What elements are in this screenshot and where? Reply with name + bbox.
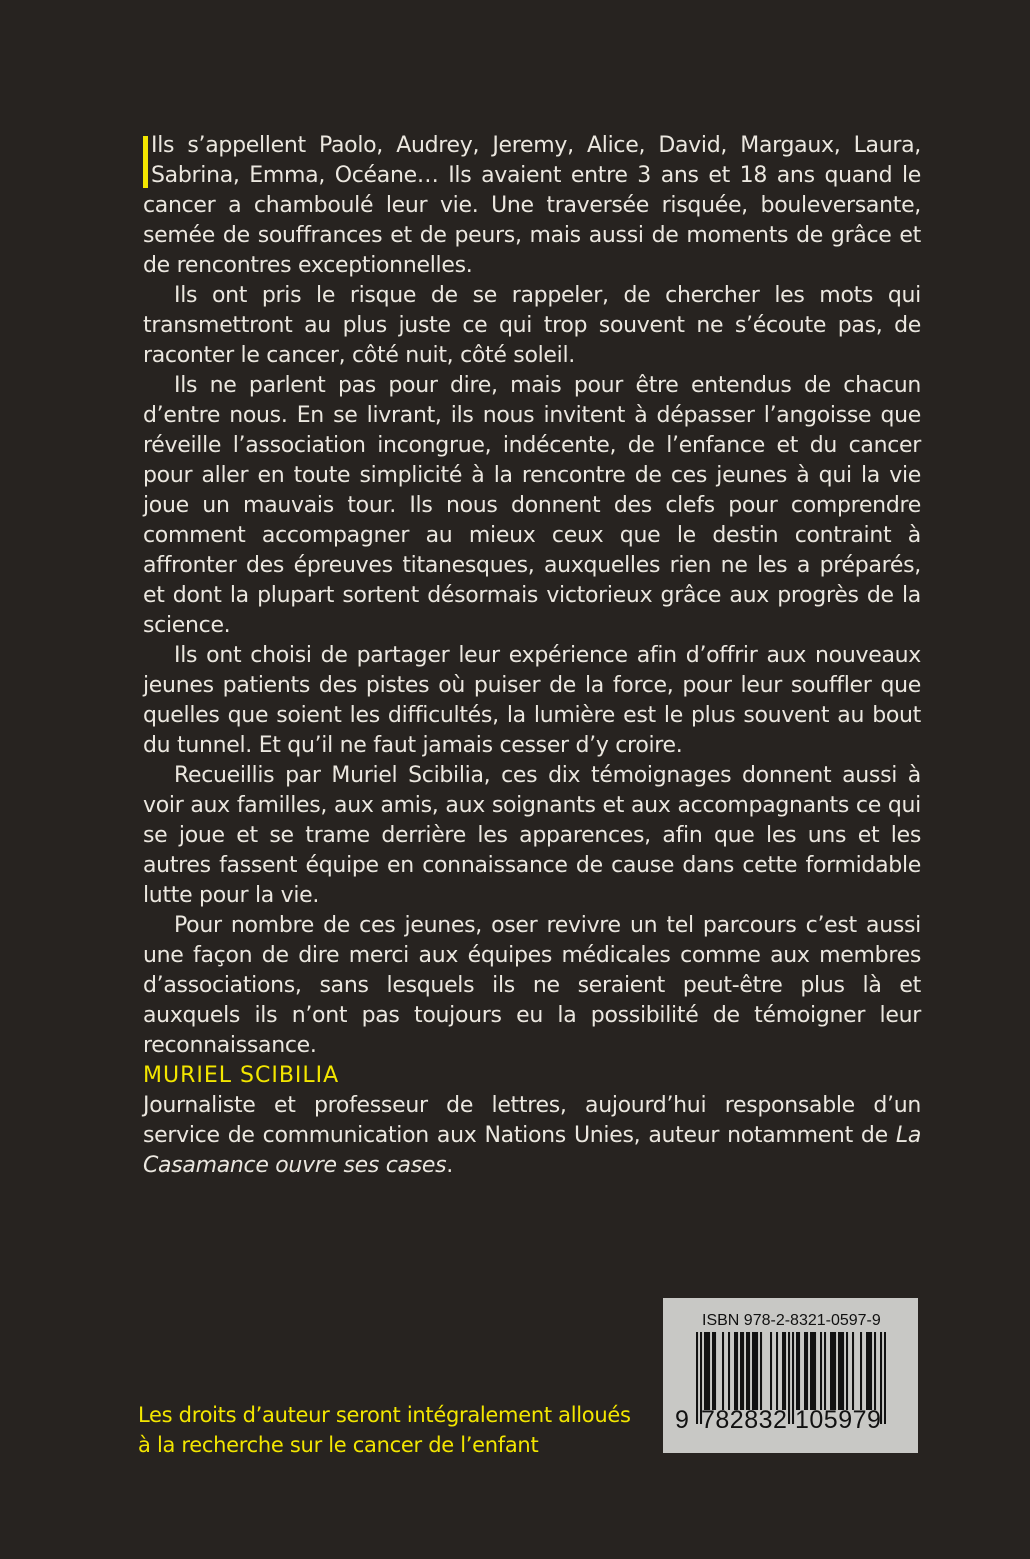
blurb-paragraph: Pour nombre de ces jeunes, oser revivre un tel parcours c’est aussi une façon de dire merci aux équipes médicales comme aux membres d’associations, sans lesquels ils ne seraient peut-être plus là et auxquels ils n’ont pas toujours eu la possibilité de témoigner leur reconnaissance.	[143, 913, 921, 1058]
barcode-bar	[770, 1332, 772, 1410]
barcode-bar	[846, 1332, 848, 1410]
barcode-bar	[740, 1332, 742, 1410]
barcode-bar	[834, 1332, 836, 1410]
barcode-bar	[736, 1332, 738, 1410]
barcode-bar	[796, 1332, 798, 1410]
barcode-panel	[663, 1298, 918, 1453]
barcode-bar	[792, 1332, 794, 1424]
blurb-paragraph: Ils ne parlent pas pour dire, mais pour être entendus de chacun d’entre nous. En se livrant, ils nous invitent à dépasser l’angoisse que réveille l’association incongrue, indécente, de l’enfance et du cancer pour aller en toute simplicité à la rencontre de ces jeunes à qui la vie joue un mauvais tour. Ils nous donnent des clefs pour comprendre comment accompagner au mieux ceux que le destin contraint à affronter des épreuves titanesques, auxquelles rien ne les a préparés, et dont la plupart sortent désormais victorieux grâce aux progrès de la science.	[143, 373, 921, 638]
barcode-lead-digit: 9	[675, 1406, 689, 1434]
barcode-bar	[728, 1332, 730, 1410]
barcode-bar	[776, 1332, 778, 1410]
author-name: MURIEL SCIBILIA	[143, 1063, 340, 1088]
accent-bar	[143, 136, 148, 188]
author-section	[143, 1061, 921, 1181]
barcode-bar	[752, 1332, 754, 1410]
barcode-bar	[866, 1332, 868, 1410]
barcode-bar	[830, 1332, 832, 1410]
barcode-bar	[712, 1332, 714, 1410]
barcode-bar	[804, 1332, 806, 1410]
blurb-paragraph: Ils ont pris le risque de se rappeler, de chercher les mots qui transmettront au plus juste ce qui trop souvent ne s’écoute pas, de raconter le cancer, côté nuit, côté soleil.	[143, 283, 921, 368]
blurb-paragraph: Ils ont choisi de partager leur expérience afin d’offrir aux nouveaux jeunes patients des pistes où puiser de la force, pour leur souffler que quelles que soient les difficultés, la lumière est le plus souvent au bout du tunnel. Et qu’il ne faut jamais cesser d’y croire.	[143, 643, 921, 758]
barcode-bar	[824, 1332, 826, 1410]
barcode-bar	[746, 1332, 748, 1410]
barcode-bar	[704, 1332, 706, 1410]
barcode-bar	[706, 1332, 708, 1410]
barcode-bar	[884, 1332, 886, 1424]
barcode-bar	[742, 1332, 744, 1410]
barcode-bar	[806, 1332, 808, 1410]
barcode-digits-left: 782832	[701, 1406, 788, 1434]
blurb-paragraph: Ils s’appellent Paolo, Audrey, Jeremy, Alice, David, Margaux, Laura, Sabrina, Emma, Océane… Ils avaient entre 3 ans et 18 ans quand le cancer a chamboulé leur vie. Une traversée risquée, bouleversante, semée de souffrances et de peurs, mais aussi de moments de grâce et de rencontres exceptionnelles.	[143, 133, 921, 278]
barcode-bar	[868, 1332, 870, 1410]
barcode-bar	[784, 1332, 786, 1410]
barcode-bar	[756, 1332, 758, 1410]
barcode-bar	[812, 1332, 814, 1410]
royalty-note	[138, 1400, 631, 1460]
barcode-bar	[814, 1332, 816, 1410]
barcode-bar	[782, 1332, 784, 1410]
barcode-bar	[722, 1332, 724, 1410]
barcode-bar	[840, 1332, 842, 1410]
barcode-bar	[860, 1332, 862, 1410]
barcode-bar	[714, 1332, 716, 1410]
barcode-bar	[838, 1332, 840, 1410]
barcode-bar	[842, 1332, 844, 1410]
barcode-bar	[754, 1332, 756, 1410]
barcode-bar	[832, 1332, 834, 1410]
barcode-bar	[874, 1332, 876, 1410]
barcode-bar	[870, 1332, 872, 1410]
barcode-bar	[810, 1332, 812, 1410]
blurb-text	[143, 131, 921, 1061]
author-bio: Journaliste et professeur de lettres, aujourd’hui responsable d’un service de communication aux Nations Unies, auteur notamment de La Casamance ouvre ses cases.	[143, 1093, 921, 1178]
barcode-digits-right: 105979	[795, 1406, 882, 1434]
barcode-bar	[820, 1332, 822, 1410]
barcode-bar	[788, 1332, 790, 1424]
isbn-label: ISBN 978-2-8321-0597-9	[702, 1312, 881, 1329]
royalty-line-2: à la recherche sur le cancer de l’enfant	[138, 1433, 539, 1457]
blurb-paragraph: Recueillis par Muriel Scibilia, ces dix témoignages donnent aussi à voir aux familles, aux amis, aux soignants et aux accompagnants ce qui se joue et se trame derrière les apparences, afin que les uns et les autres fassent équipe en connaissance de cause dans cette formidable lutte pour la vie.	[143, 763, 921, 908]
barcode-bar	[798, 1332, 800, 1410]
royalty-line-1: Les droits d’auteur seront intégralement alloués	[138, 1403, 631, 1427]
barcode-bar	[696, 1332, 698, 1424]
barcode-bar	[708, 1332, 710, 1410]
barcode-bar	[734, 1332, 736, 1410]
book-title: La Casamance ouvre ses cases	[143, 1123, 921, 1178]
barcode-bar	[748, 1332, 750, 1410]
barcode-bar	[852, 1332, 854, 1410]
barcode-bar	[760, 1332, 762, 1410]
